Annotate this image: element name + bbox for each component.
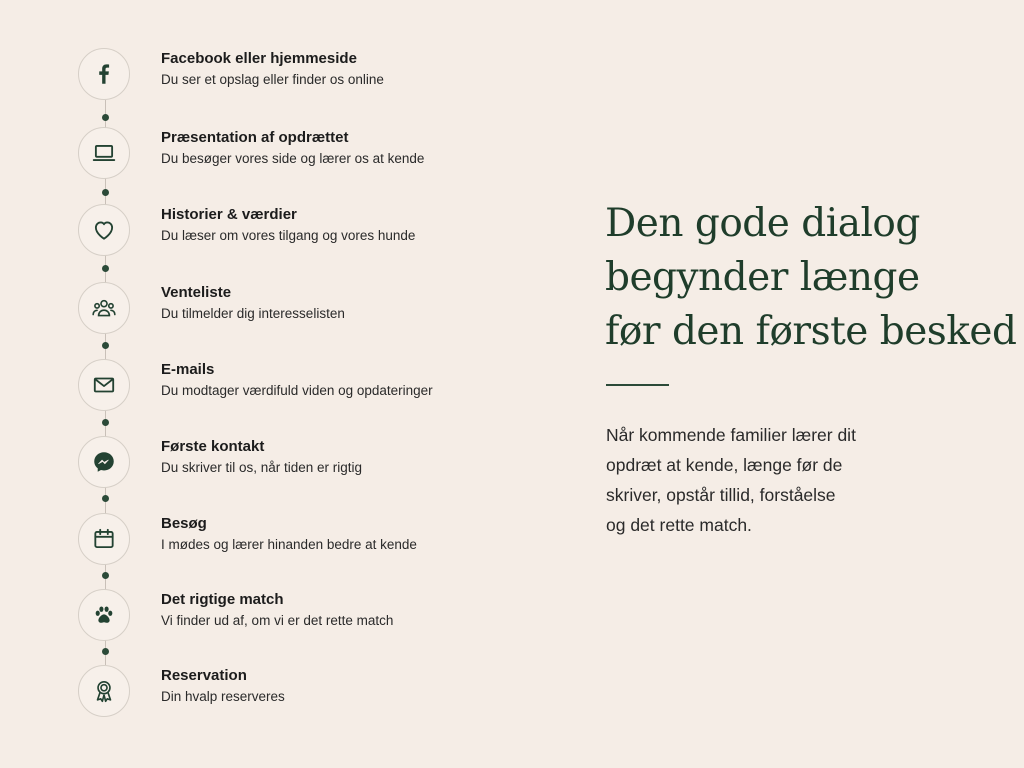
step-icon-circle [78,204,130,256]
heart-icon [91,217,117,243]
step-title: Reservation [161,667,247,684]
body-line: skriver, opstår tillid, forståelse [606,485,836,505]
calendar-icon [91,526,117,552]
timeline-step-waitlist [0,280,540,340]
timeline-connector-dot [102,265,109,272]
step-icon-circle [78,127,130,179]
step-icon-circle [78,436,130,488]
step-description: Du skriver til os, når tiden er rigtig [161,460,363,475]
step-icon-circle [78,589,130,641]
step-title: Venteliste [161,284,232,301]
timeline-connector-dot [102,495,109,502]
timeline-connector-dot [102,572,109,579]
step-title: Første kontakt [161,438,265,455]
step-description: Du læser om vores tilgang og vores hunde [161,228,416,243]
body-line: opdræt at kende, længe før de [606,455,843,475]
body-text [606,420,996,540]
step-title: Besøg [161,515,207,532]
laptop-icon [91,140,117,166]
envelope-icon [91,372,117,398]
timeline-step-presentation [0,125,540,185]
step-title: E-mails [161,361,215,378]
step-description: Du tilmelder dig interesselisten [161,306,345,321]
headline-line: begynder længe [605,255,920,300]
step-icon-circle [78,282,130,334]
timeline-connector-dot [102,342,109,349]
step-icon-circle [78,359,130,411]
step-title: Historier & værdier [161,206,297,223]
facebook-icon [91,61,117,87]
headline-line: Den gode dialog [605,201,920,246]
timeline-connector-dot [102,648,109,655]
timeline-step-first-contact [0,434,540,494]
step-description: Vi finder ud af, om vi er det rette match [161,613,394,628]
messenger-icon [91,449,117,475]
body-line: og det rette match. [606,515,752,535]
step-title: Præsentation af opdrættet [161,129,349,146]
timeline-connector-dot [102,189,109,196]
timeline-connector-dot [102,114,109,121]
timeline-step-match [0,587,540,647]
step-description: I mødes og lærer hinanden bedre at kende [161,537,417,552]
step-description: Du modtager værdifuld viden og opdateringer [161,383,433,398]
timeline-connector-dot [102,419,109,426]
step-description: Du ser et opslag eller finder os online [161,72,384,87]
step-description: Din hvalp reserveres [161,689,285,704]
timeline-step-emails [0,357,540,417]
group-icon [91,295,117,321]
headline [605,197,1017,359]
timeline-step-stories [0,202,540,262]
step-icon-circle [78,513,130,565]
body-line: Når kommende familier lærer dit [606,425,856,445]
timeline-step-facebook [0,46,540,106]
step-icon-circle [78,48,130,100]
step-icon-circle [78,665,130,717]
headline-divider [606,384,669,386]
headline-line: før den første besked [605,309,1017,354]
step-description: Du besøger vores side og lærer os at kende [161,151,425,166]
timeline-step-visit [0,511,540,571]
timeline-step-reservation [0,663,540,723]
paw-icon [91,602,117,628]
step-title: Facebook eller hjemmeside [161,50,357,67]
step-title: Det rigtige match [161,591,284,608]
award-ribbon-icon [91,678,117,704]
